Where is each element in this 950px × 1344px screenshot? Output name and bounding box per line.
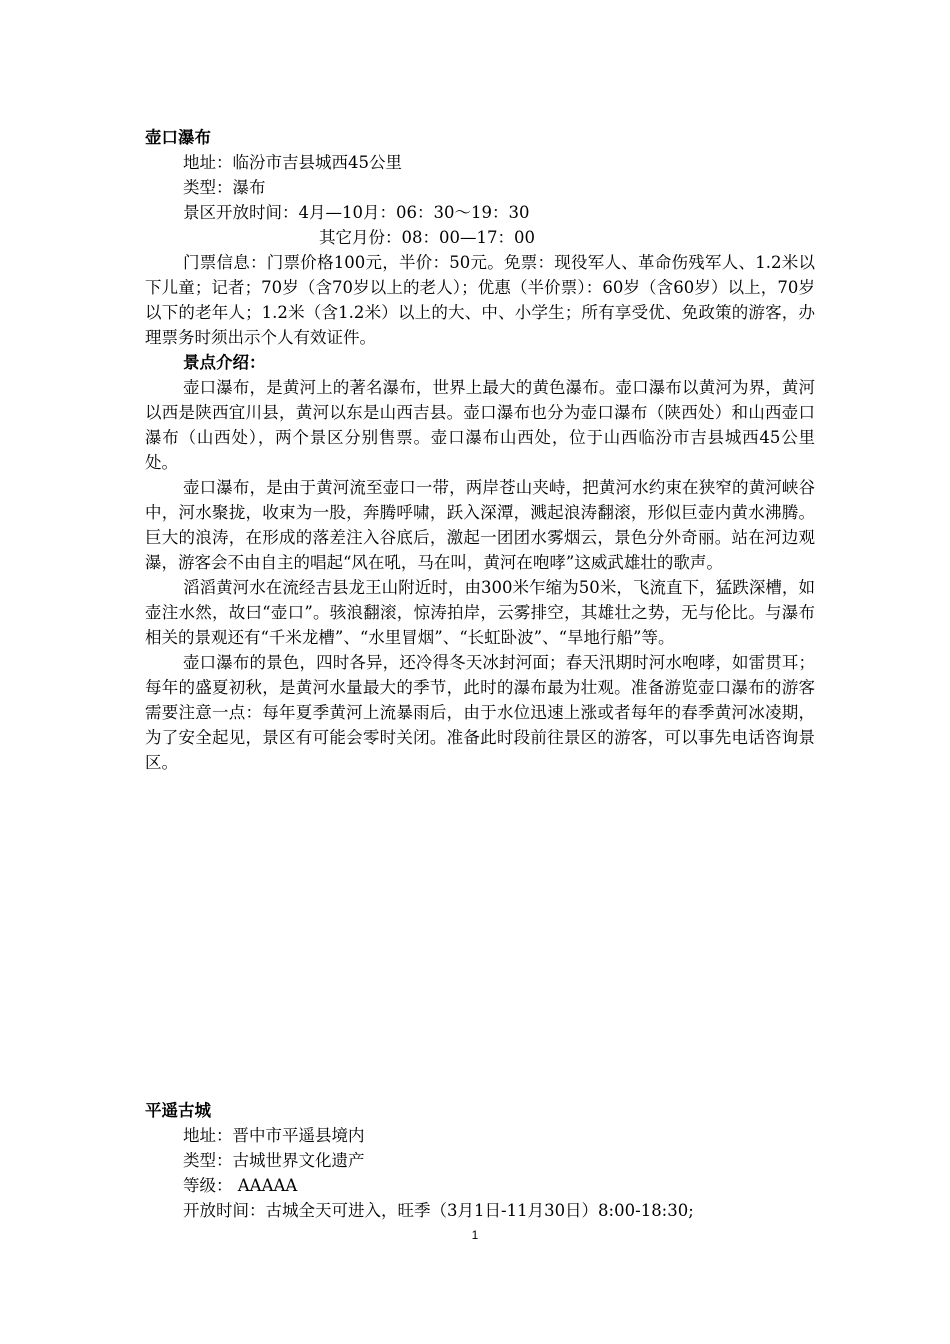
page-number: 1	[471, 1228, 479, 1242]
address-line: 地址：晋中市平遥县境内	[183, 1126, 365, 1145]
intro-paragraph-1: 壶口瀑布，是黄河上的著名瀑布，世界上最大的黄色瀑布。壶口瀑布以黄河为界，黄河以西是陕西宜川县，黄河以东是山西吉县。壶口瀑布也分为壶口瀑布（陕西处）和山西壶口瀑布（山西处），两个景区分别售票。壶口瀑布山西处，位于山西临汾市吉县城西45公里处。	[145, 378, 815, 472]
opening-hours-other-months: 其它月份：08：00—17：00	[319, 228, 535, 247]
type-line: 类型：古城世界文化遗产	[183, 1151, 365, 1170]
intro-paragraph-3: 滔滔黄河水在流经吉县龙王山附近时，由300米乍缩为50米，飞流直下，猛跌深槽，如壶注水然，故曰“壶口”。骇浪翻滚，惊涛拍岸，云雾排空，其雄壮之势，无与伦比。与瀑布相关的景观还有“千米龙槽”、“水里冒烟”、“长虹卧波”、“旱地行船”等。	[145, 578, 815, 647]
opening-hours-line: 开放时间：古城全天可进入，旺季（3月1日-11月30日）8:00-18:30;	[183, 1201, 694, 1220]
section-pingyao-ancient-city	[145, 1098, 815, 1223]
grade-line: 等级： AAAAA	[183, 1176, 298, 1195]
opening-hours-line: 景区开放时间：4月—10月：06：30～19：30	[183, 203, 530, 222]
section-hukou-waterfall	[145, 125, 815, 775]
ticket-info-paragraph: 门票信息：门票价格100元，半价：50元。免票：现役军人、革命伤残军人、1.2米以下儿童；记者；70岁（含70岁以上的老人）；优惠（半价票）：60岁（含60岁）以上，70岁以下的老年人；1.2米（含1.2米）以上的大、中、小学生；所有享受优、免政策的游客，办理票务时须出示个人有效证件。	[145, 253, 815, 347]
section-title: 平遥古城	[145, 1101, 211, 1120]
address-line: 地址：临汾市吉县城西45公里	[183, 153, 402, 172]
type-line: 类型：瀑布	[183, 178, 266, 197]
intro-paragraph-4: 壶口瀑布的景色，四时各异，还冷得冬天冰封河面；春天汛期时河水咆哮，如雷贯耳；每年的盛夏初秋，是黄河水量最大的季节，此时的瀑布最为壮观。准备游览壶口瀑布的游客需要注意一点：每年夏季黄河上流暴雨后，由于水位迅速上涨或者每年的春季黄河冰凌期，为了安全起见，景区有可能会零时关闭。准备此时段前往景区的游客，可以事先电话咨询景区。	[145, 653, 815, 772]
intro-paragraph-2: 壶口瀑布，是由于黄河流至壶口一带，两岸苍山夹峙，把黄河水约束在狭窄的黄河峡谷中，河水聚拢，收束为一股，奔腾呼啸，跃入深潭，溅起浪涛翻滚，形似巨壶内黄水沸腾。巨大的浪涛，在形成的落差注入谷底后，激起一团团水雾烟云，景色分外奇丽。站在河边观瀑，游客会不由自主的唱起“风在吼，马在叫，黄河在咆哮”这威武雄壮的歌声。	[145, 478, 815, 572]
intro-heading: 景点介绍：	[183, 353, 266, 372]
section-title: 壶口瀑布	[145, 128, 211, 147]
